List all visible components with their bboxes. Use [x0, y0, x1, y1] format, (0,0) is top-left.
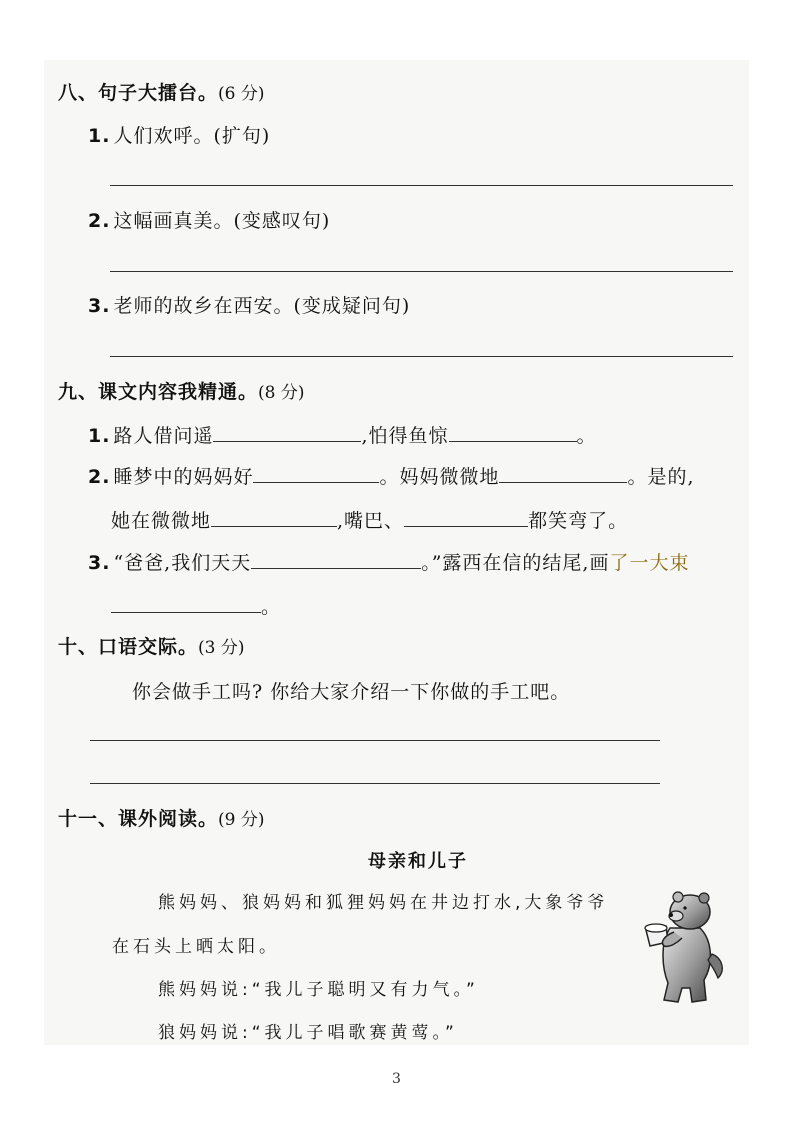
question-9-2-cont [111, 506, 628, 533]
answer-line-8-1[interactable] [110, 185, 733, 186]
question-number: 1. [88, 125, 111, 147]
section-9-title: 九、课文内容我精通。 [58, 381, 259, 403]
section-10-score: (3 分) [198, 638, 245, 658]
question-text: 人们欢呼。(扩句) [113, 125, 271, 147]
section-10-title: 十、口语交际。 [58, 636, 199, 658]
question-text: 了一大束 [609, 552, 690, 574]
oral-prompt: 你会做手工吗? 你给大家介绍一下你做的手工吧。 [132, 681, 571, 703]
question-number: 1. [88, 425, 111, 447]
story-paragraph-1a: 熊妈妈、狼妈妈和狐狸妈妈在井边打水,大象爷爷 [158, 893, 609, 913]
fill-blank[interactable] [111, 594, 261, 613]
question-number: 3. [88, 552, 111, 574]
section-9-heading [58, 377, 305, 404]
story-title: 母亲和儿子 [368, 851, 468, 872]
question-text: 。 [261, 596, 282, 618]
question-text: ,嘴巴、 [337, 510, 405, 532]
question-text: 路人借问遥 [113, 425, 214, 447]
question-9-3-cont [111, 592, 281, 619]
question-text: ,怕得鱼惊 [361, 425, 449, 447]
fill-blank[interactable] [213, 423, 361, 442]
fill-blank[interactable] [211, 508, 337, 527]
question-9-1 [88, 421, 597, 448]
question-text: 。妈妈微微地 [379, 466, 500, 488]
fill-blank[interactable] [253, 464, 379, 483]
bear-illustration [630, 888, 730, 1006]
answer-line-8-3[interactable] [110, 356, 733, 357]
question-8-3 [88, 291, 410, 318]
story-paragraph-2: 熊妈妈说:“我儿子聪明又有力气。” [158, 980, 479, 1000]
page-number: 3 [392, 1071, 401, 1087]
question-text: 。 [576, 425, 597, 447]
fill-blank[interactable] [449, 423, 577, 442]
question-number: 2. [88, 466, 111, 488]
section-8-score: (6 分) [218, 84, 265, 104]
answer-line-8-2[interactable] [110, 271, 733, 272]
question-text: 都笑弯了。 [528, 510, 629, 532]
story-paragraph-1b: 在石头上晒太阳。 [112, 937, 280, 957]
section-10-heading [58, 632, 245, 659]
question-number: 3. [88, 295, 111, 317]
fill-blank[interactable] [499, 464, 627, 483]
question-8-2 [88, 206, 330, 233]
question-text: 老师的故乡在西安。(变成疑问句) [113, 295, 411, 317]
section-8-heading [58, 78, 265, 105]
answer-line-10-2[interactable] [90, 783, 660, 784]
fill-blank[interactable] [251, 550, 421, 569]
question-text: 。是的, [627, 466, 695, 488]
section-8-title: 八、句子大擂台。 [58, 82, 219, 104]
question-text: 睡梦中的妈妈好 [113, 466, 254, 488]
question-number: 2. [88, 210, 111, 232]
question-9-2 [88, 462, 695, 489]
section-11-title: 十一、课外阅读。 [58, 808, 219, 830]
section-9-score: (8 分) [258, 383, 305, 403]
question-text: 她在微微地 [111, 510, 212, 532]
fill-blank[interactable] [404, 508, 528, 527]
question-text: 。”露西在信的结尾,画 [421, 552, 610, 574]
section-11-score: (9 分) [218, 810, 265, 830]
section-11-heading [58, 804, 265, 831]
question-text: “爸爸,我们天天 [113, 552, 252, 574]
question-8-1 [88, 121, 270, 148]
question-text: 这幅画真美。(变感叹句) [113, 210, 331, 232]
story-paragraph-3: 狼妈妈说:“我儿子唱歌赛黄莺。” [158, 1023, 458, 1043]
answer-line-10-1[interactable] [90, 740, 660, 741]
question-9-3 [88, 548, 690, 575]
